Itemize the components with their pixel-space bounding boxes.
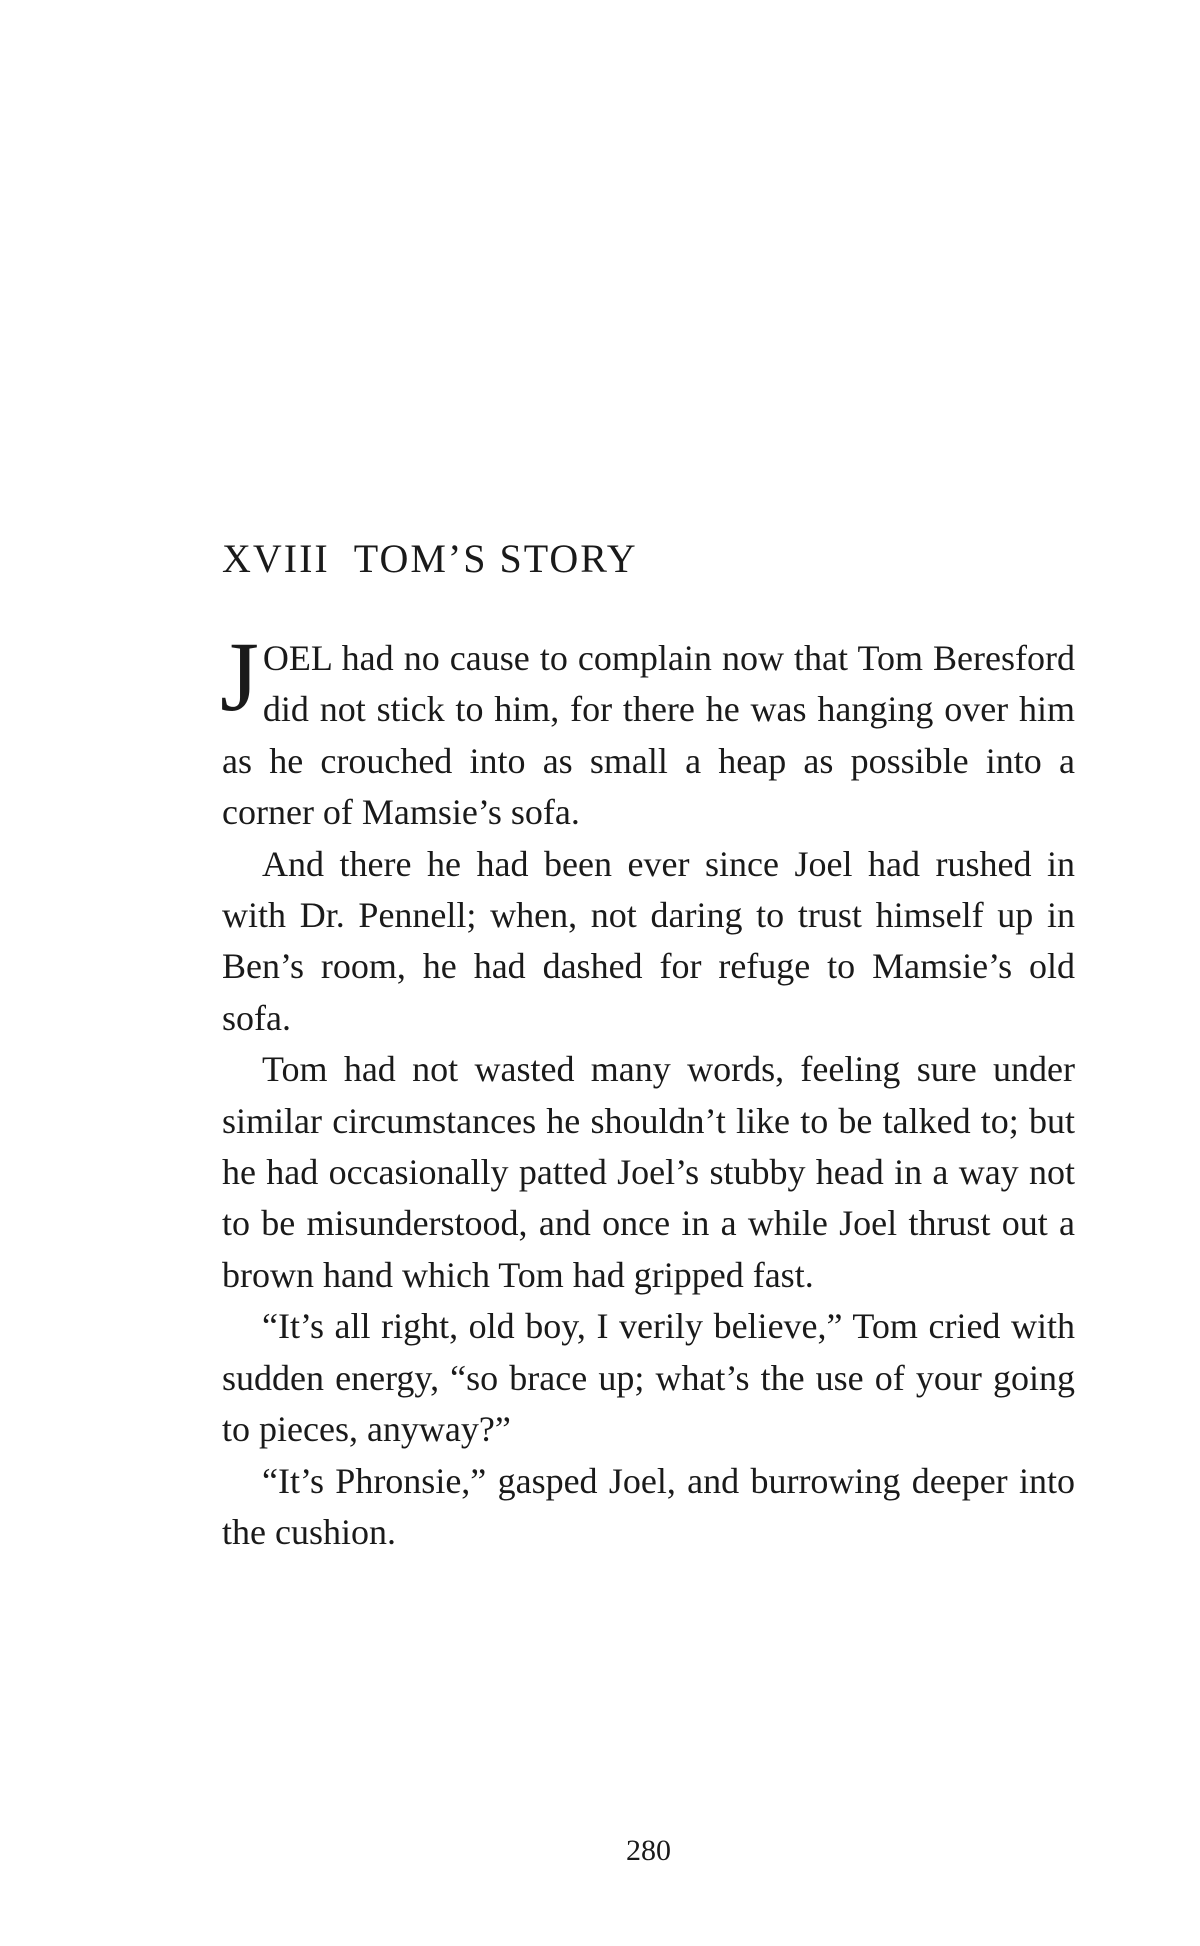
body-text (220, 621, 1075, 1558)
paragraph-5: “It’s Phronsie,” gasped Joel, and burrowing deeper into the cushion. (222, 1460, 1075, 1552)
paragraph-1 (220, 621, 1075, 839)
page-number: 280 (626, 1834, 671, 1867)
chapter-title: TOM’S STORY (353, 536, 638, 581)
paragraph-4: “It’s all right, old boy, I verily believe,” Tom cried with sudden energy, “so brace up; what’s the use of your going to pieces, anyway?” (222, 1306, 1075, 1450)
book-page (222, 0, 1075, 1946)
chapter-number: XVIII (222, 536, 330, 581)
paragraph-3: Tom had not wasted many words, feeling sure under similar circumstances he shouldn’t like to be talked to; but he had occasionally patted Joel’s stubby head in a way not to be misunderstood, and once in a while Joel thrust out a brown hand which Tom had gripped fast. (222, 1049, 1075, 1295)
chapter-heading (222, 535, 638, 583)
paragraph-2: And there he had been ever since Joel had rushed in with Dr. Pennell; when, not daring to trust himself up in Ben’s room, he had dashed for refuge to Mamsie’s old sofa. (222, 843, 1075, 1038)
drop-cap: J (220, 621, 259, 732)
paragraph-1-text: OEL had no cause to complain now that Tom Beresford did not stick to him, for there he was hanging over him as he crouched into as small a heap as possible into a corner of Mamsie’s sofa. (222, 638, 1075, 833)
